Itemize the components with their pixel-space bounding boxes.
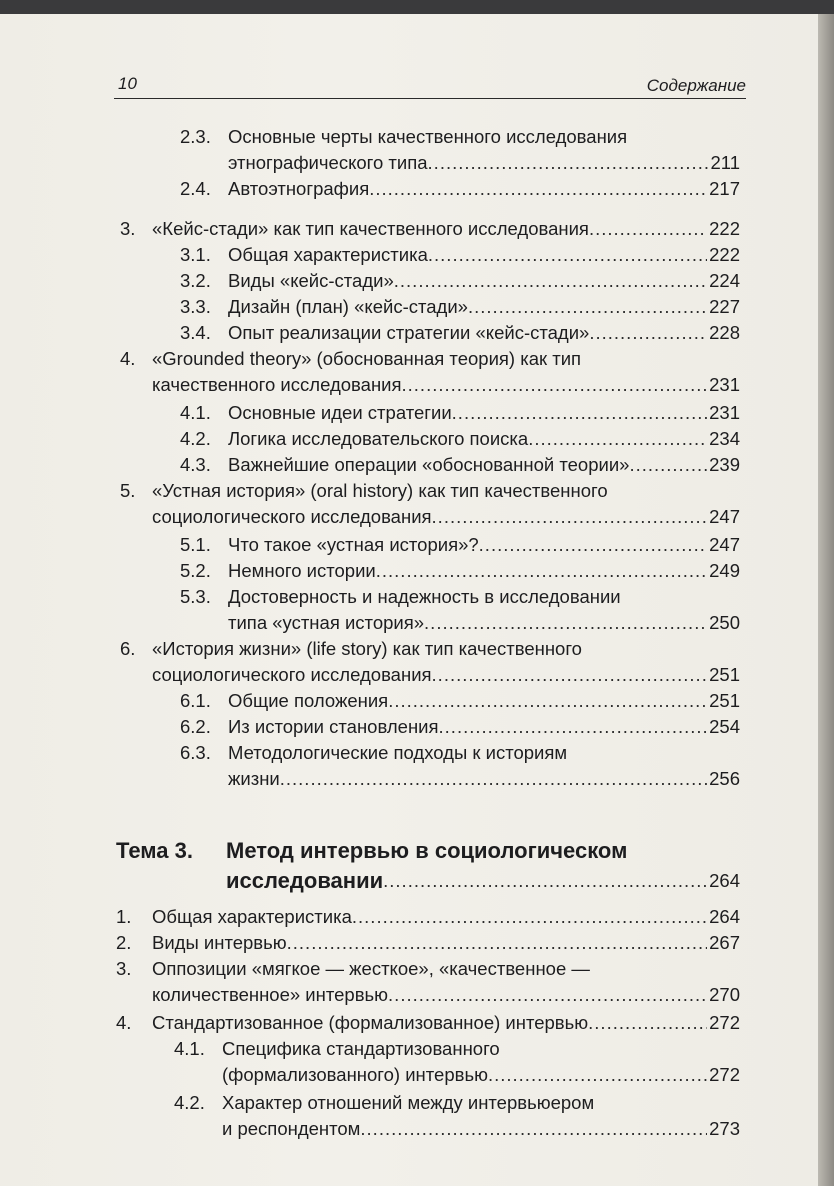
toc-entry-title-line-2: исследовании [226, 868, 384, 893]
toc-page-number: 270 [709, 984, 740, 1005]
toc-entry-number: 4.1. [174, 1038, 205, 1059]
toc-page-number: 239 [709, 454, 740, 475]
toc-entry-number: 4.1. [180, 402, 211, 423]
toc-entry [0, 426, 834, 452]
leader-dots [432, 504, 708, 530]
toc-entry [0, 268, 834, 294]
leader-dots [439, 714, 708, 740]
toc-entry [0, 904, 834, 930]
toc-entry-number: 3.1. [180, 244, 211, 265]
leader-dots [452, 400, 707, 426]
toc-entry-title: Важнейшие операции «обоснованной теории» [228, 454, 630, 475]
toc-page-number: 251 [709, 664, 740, 685]
toc-entry-number: 5.2. [180, 560, 211, 581]
toc-page-number: 256 [709, 768, 740, 789]
toc-entry-number: 5. [120, 480, 136, 501]
toc-entry-number: 3. [116, 958, 132, 979]
toc-entry-number: 1. [116, 906, 132, 927]
running-title: Содержание [646, 76, 746, 95]
toc-entry [0, 478, 834, 530]
toc-entry-number: 2. [116, 932, 132, 953]
toc-entry-title-line-2: качественного исследования [152, 374, 402, 395]
toc-entry [0, 346, 834, 398]
leader-dots [280, 766, 707, 792]
toc-entry-title: Виды «кейс-стади» [228, 270, 394, 291]
toc-entry-title-line-1: Характер отношений между интервьюером [222, 1092, 595, 1113]
leader-dots [588, 1010, 707, 1036]
toc-entry-title: Общие положения [228, 690, 389, 711]
toc-entry-title-line-1: Методологические подходы к историям [228, 742, 568, 763]
toc-entry-title-line-2: типа «устная история» [228, 612, 425, 633]
toc-page-number: 222 [709, 244, 740, 265]
toc-entry-number: 4.2. [180, 428, 211, 449]
toc-entry [0, 930, 834, 956]
toc-entry-number: 3.4. [180, 322, 211, 343]
leader-dots [424, 610, 707, 636]
leader-dots [528, 426, 707, 452]
toc-entry-title: Что такое «устная история»? [228, 534, 479, 555]
toc-page-number: 224 [709, 270, 740, 291]
toc-page-number: 250 [709, 612, 740, 633]
leader-dots [432, 662, 708, 688]
toc-entry-title: Основные идеи стратегии [228, 402, 452, 423]
leader-dots [394, 268, 707, 294]
toc-entry-title: Из истории становления [228, 716, 439, 737]
toc-page-number: 222 [709, 218, 740, 239]
toc-entry-title: Логика исследовательского поиска [228, 428, 529, 449]
toc-entry [0, 124, 834, 176]
page-number: 10 [118, 74, 137, 93]
toc-page-number: 254 [709, 716, 740, 737]
toc-entry-title: Стандартизованное (формализованное) интервью [152, 1012, 589, 1033]
toc-entry-title-line-2: социологического исследования [152, 506, 432, 527]
scan-top-border [0, 0, 834, 14]
toc-entry [0, 558, 834, 584]
toc-page-number: 228 [709, 322, 740, 343]
toc-entry-number: 6.2. [180, 716, 211, 737]
toc-page-number: 272 [709, 1012, 740, 1033]
toc-entry-number: 6. [120, 638, 136, 659]
leader-dots [388, 982, 707, 1008]
leader-dots [369, 176, 707, 202]
toc-entry-title-line-2: (формализованного) интервью [222, 1064, 488, 1085]
toc-entry-number: 2.4. [180, 178, 211, 199]
toc-page-number: 234 [709, 428, 740, 449]
toc-page-number: 273 [709, 1118, 740, 1139]
leader-dots [589, 216, 707, 242]
toc-entry [0, 1036, 834, 1088]
toc-entry-title: Общая характеристика [152, 906, 352, 927]
toc-page-number: 264 [709, 870, 740, 891]
toc-entry [0, 452, 834, 478]
toc-entry-number: Тема 3. [116, 838, 193, 863]
toc-entry-title-line-2: жизни [228, 768, 280, 789]
leader-dots [428, 150, 709, 176]
toc-entry [0, 400, 834, 426]
toc-entry [0, 532, 834, 558]
leader-dots [629, 452, 707, 478]
toc-entry-title: Виды интервью [152, 932, 287, 953]
toc-page-number: 211 [710, 152, 740, 173]
leader-dots [388, 688, 707, 714]
toc-page-number: 251 [709, 690, 740, 711]
toc-entry-number: 4.3. [180, 454, 211, 475]
toc-page-number: 231 [709, 374, 740, 395]
toc-entry-title-line-1: «Grounded theory» (обоснованная теория) как тип [152, 348, 582, 369]
toc-entry-number: 4. [120, 348, 136, 369]
leader-dots [352, 904, 707, 930]
leader-dots [287, 930, 707, 956]
toc-entry-title: Немного истории [228, 560, 376, 581]
toc-page-number: 272 [709, 1064, 740, 1085]
toc-page-number: 231 [709, 402, 740, 423]
toc-page-number: 264 [709, 906, 740, 927]
toc-entry [0, 216, 834, 242]
toc-entry-number: 4. [116, 1012, 132, 1033]
leader-dots [488, 1062, 707, 1088]
toc-entry-title-line-1: «Устная история» (oral history) как тип качественного [152, 480, 608, 501]
toc-entry-number: 6.3. [180, 742, 211, 763]
toc-entry [0, 688, 834, 714]
toc-page-number: 217 [709, 178, 740, 199]
toc-entry-title: Общая характеристика [228, 244, 428, 265]
toc-entry-title-line-2: социологического исследования [152, 664, 432, 685]
toc-entry-title-line-1: Оппозиции «мягкое — жесткое», «качественное — [152, 958, 590, 979]
leader-dots [468, 294, 707, 320]
toc-entry [0, 584, 834, 636]
header-rule [114, 98, 746, 99]
toc-entry-title-line-2: количественное» интервью [152, 984, 389, 1005]
toc-page-number: 267 [709, 932, 740, 953]
toc-entry [0, 294, 834, 320]
toc-entry [0, 1090, 834, 1142]
toc-entry-number: 5.3. [180, 586, 211, 607]
toc-entry-number: 5.1. [180, 534, 211, 555]
toc-entry-title-line-1: Достоверность и надежность в исследовании [228, 586, 621, 607]
toc-entry-number: 2.3. [180, 126, 211, 147]
toc-entry [0, 176, 834, 202]
toc-entry-number: 4.2. [174, 1092, 205, 1113]
leader-dots [376, 558, 707, 584]
toc-entry-title-line-1: Метод интервью в социологическом [226, 838, 628, 863]
toc-entry-number: 3.3. [180, 296, 211, 317]
toc-page-number: 227 [709, 296, 740, 317]
leader-dots [428, 242, 707, 268]
toc-entry-title: Дизайн (план) «кейс-стади» [228, 296, 468, 317]
toc-page-number: 247 [709, 534, 740, 555]
toc-entry [0, 636, 834, 688]
toc-section-heading [0, 838, 834, 898]
leader-dots [383, 868, 707, 894]
toc-entry [0, 740, 834, 792]
toc-entry-number: 3. [120, 218, 136, 239]
toc-entry-title: Опыт реализации стратегии «кейс-стади» [228, 322, 590, 343]
toc-entry [0, 956, 834, 1008]
leader-dots [402, 372, 708, 398]
toc-entry-number: 6.1. [180, 690, 211, 711]
toc-entry [0, 242, 834, 268]
toc-entry-number: 3.2. [180, 270, 211, 291]
toc-page-number: 247 [709, 506, 740, 527]
leader-dots [589, 320, 707, 346]
toc-entry-title: «Кейс-стади» как тип качественного исследования [152, 218, 589, 239]
toc-entry [0, 714, 834, 740]
leader-dots [479, 532, 707, 558]
toc-entry-title-line-2: этнографического типа [228, 152, 428, 173]
toc-entry-title-line-2: и респондентом [222, 1118, 361, 1139]
toc-entry-title-line-1: Основные черты качественного исследования [228, 126, 628, 147]
toc-entry-title-line-1: Специфика стандартизованного [222, 1038, 500, 1059]
toc-entry-title: Автоэтнография [228, 178, 370, 199]
toc-entry-title-line-1: «История жизни» (life story) как тип качественного [152, 638, 582, 659]
toc-page-number: 249 [709, 560, 740, 581]
toc-entry [0, 1010, 834, 1036]
leader-dots [360, 1116, 707, 1142]
toc-entry [0, 320, 834, 346]
